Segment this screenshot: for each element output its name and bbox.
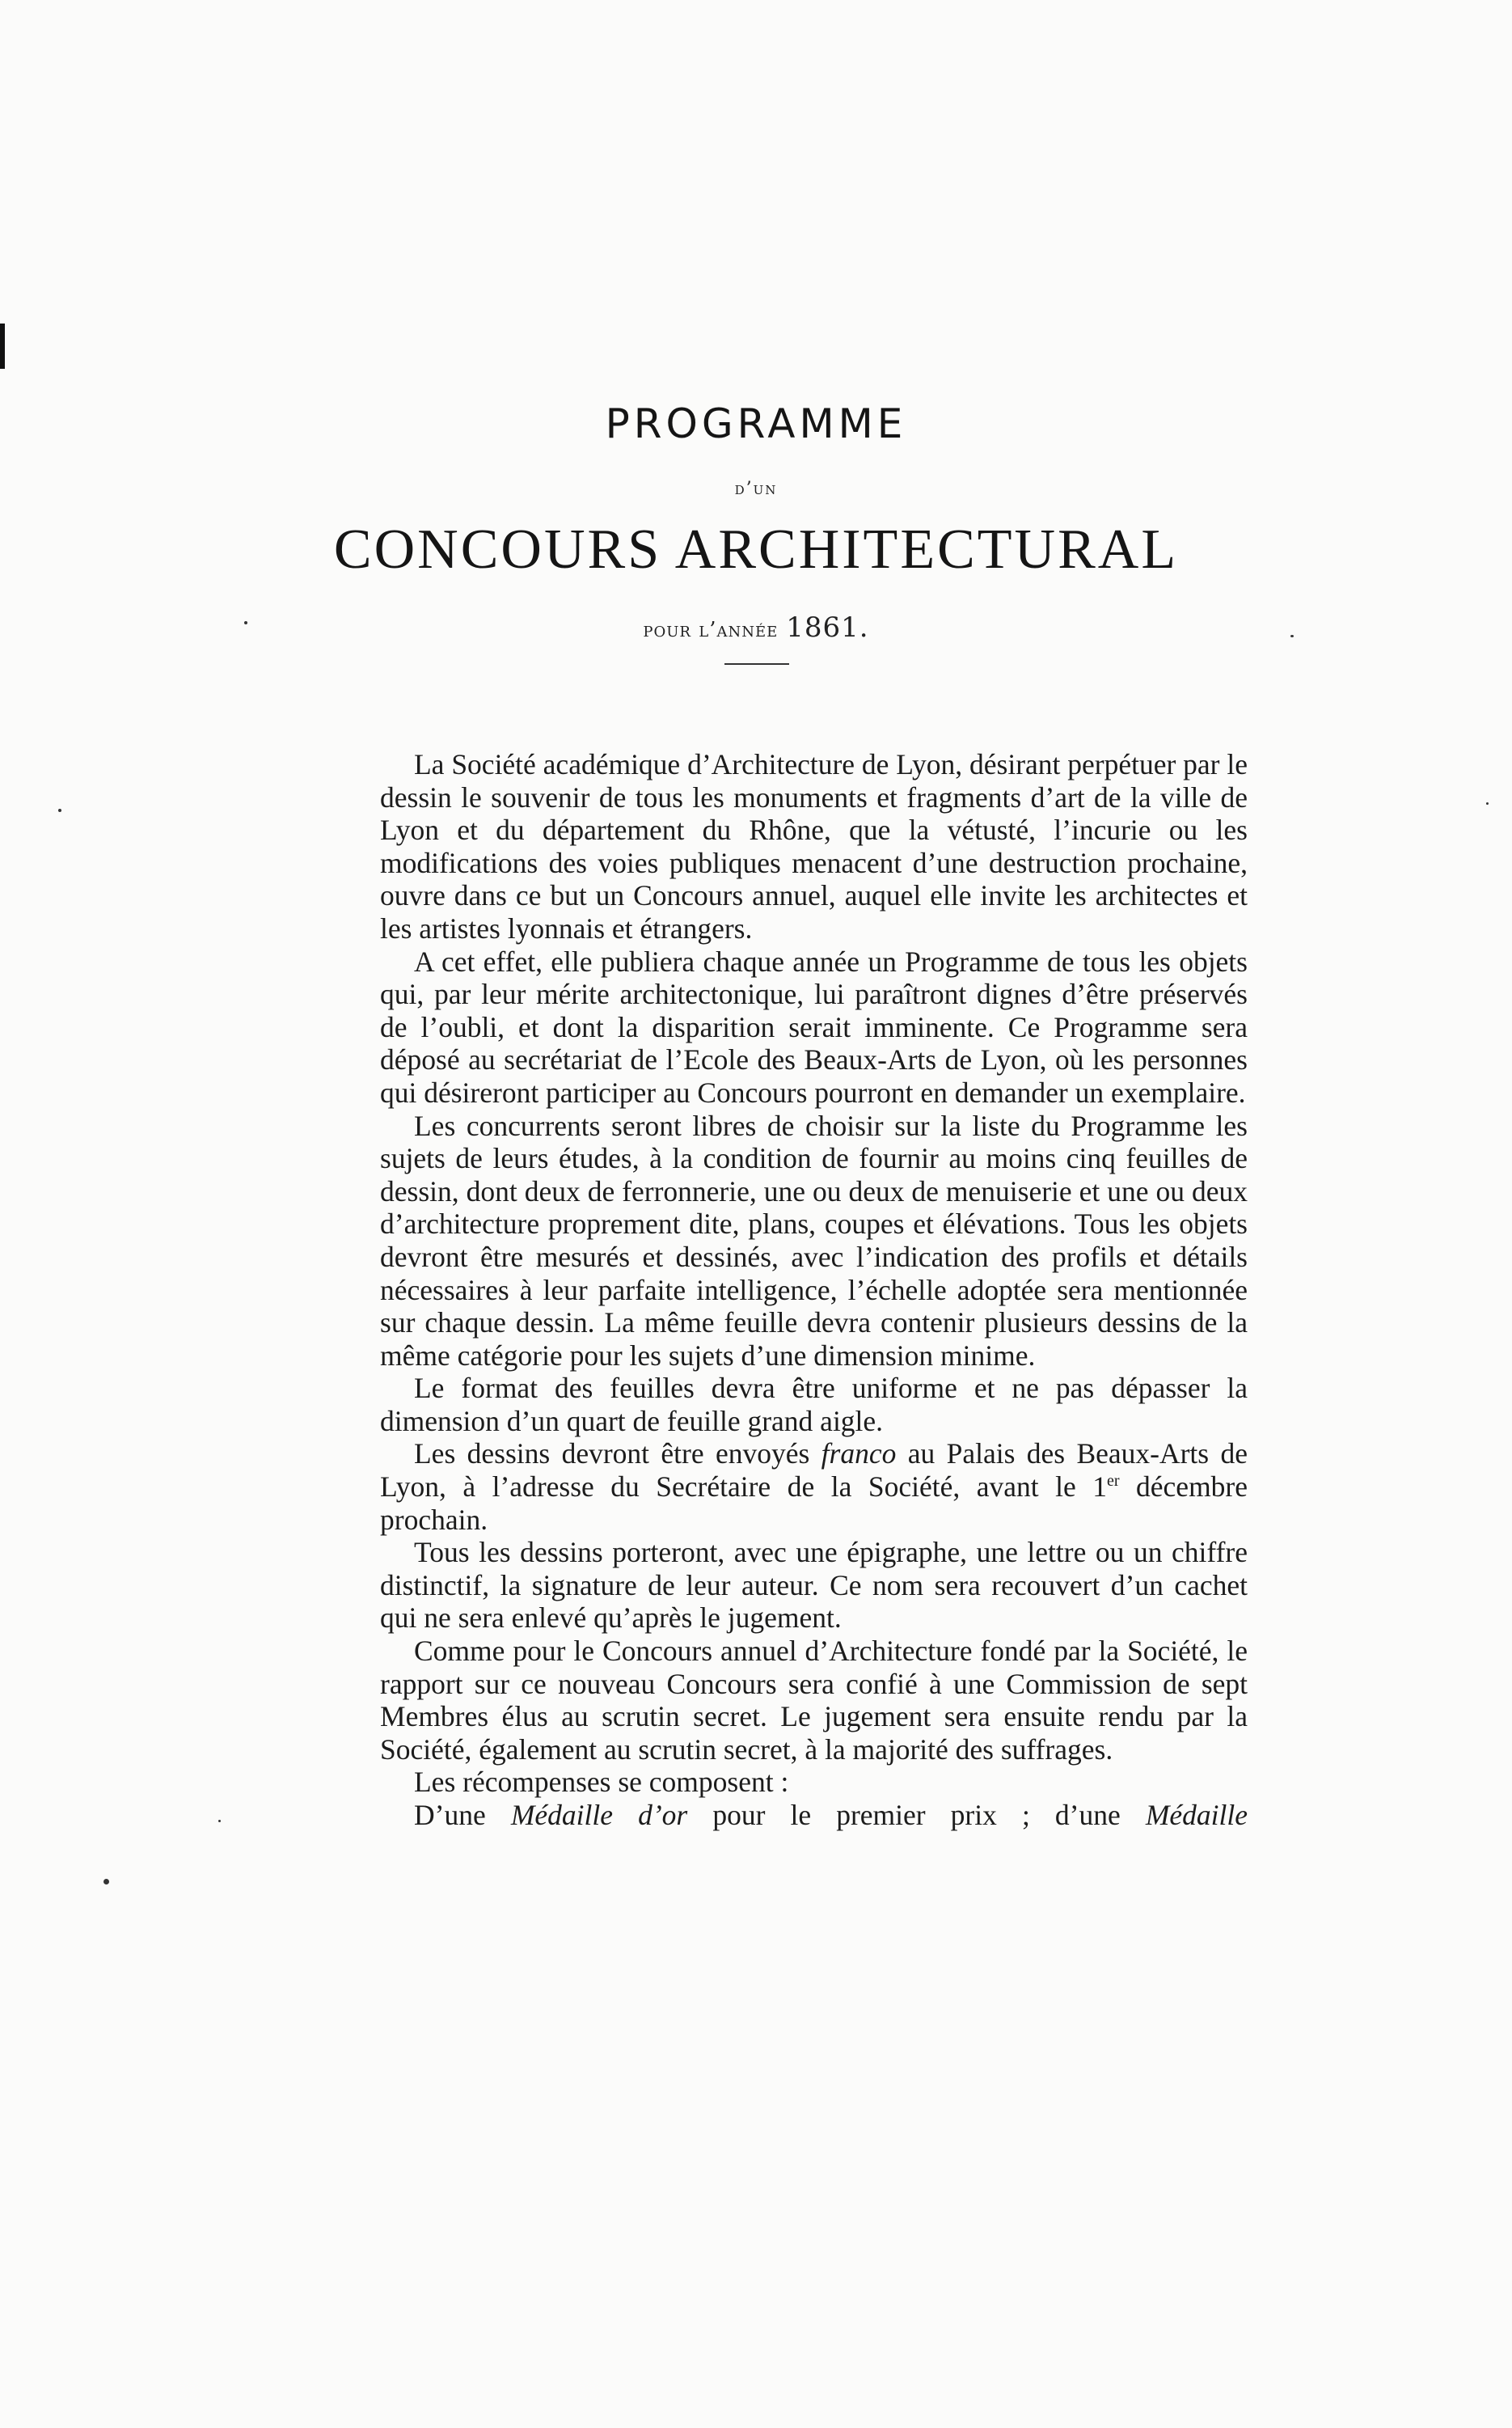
title-rule — [724, 663, 789, 665]
page-title: PROGRAMME — [605, 400, 907, 447]
year-line — [0, 611, 1512, 644]
scan-speck — [103, 1879, 109, 1884]
year-value: 1861. — [786, 611, 869, 644]
p9-italic-2: Médaille — [1145, 1799, 1248, 1831]
subtitle-prefix: d’un — [734, 479, 778, 499]
paragraph-3: Les concurrents seront libres de choisir sur la liste du Programme les sujets de leurs études, à la condition de fournir au moins cinq feuilles de dessin, dont deux de ferronnerie, une ou deux de menuiserie et une ou deux d’architecture proprement dite, plans, coupes et élévations. Tous les objets devront être mesurés et dessinés, avec l’indication des profils et détails nécessaires à leur parfaite intelligence, l’échelle adoptée sera mentionnée sur chaque dessin. La même feuille devra contenir plusieurs dessins de la même catégorie pour les sujets d’une dimension minime. — [380, 1109, 1248, 1372]
paragraph-9 — [380, 1799, 1248, 1832]
p5-middle: au Palais des Beaux-Arts de Lyon, à l’adresse du Secrétaire de la Société, avant le — [380, 1437, 1248, 1504]
paragraph-4: Le format des feuilles devra être uniforme et ne pas dépasser la dimension d’un quart de feuille grand aigle. — [380, 1372, 1248, 1437]
paragraph-5 — [380, 1437, 1248, 1536]
p5-before: Les dessins devront être envoyés — [414, 1437, 810, 1470]
p9-start: D’une — [414, 1799, 486, 1831]
paragraph-8: Les récompenses se composent : — [414, 1766, 789, 1799]
paragraph-1: La Société académique d’Architecture de Lyon, désirant perpétuer par le dessin le souvenir de tous les monuments et fragments d’art de la ville de Lyon et du département du Rhône, que la vétusté, l’incurie ou les modifications des voies publiques menacent d’une destruction prochaine, ouvre dans ce but un Concours annuel, auquel elle invite les architectes et les artistes lyonnais et étrangers. — [380, 748, 1248, 945]
p5-ordinal: 1 — [1092, 1470, 1107, 1504]
scan-speck — [1486, 802, 1489, 805]
year-label: pour l’année — [643, 618, 779, 642]
p9-italic-1: Médaille d’or — [510, 1799, 688, 1831]
paragraph-2: A cet effet, elle publiera chaque année un Programme de tous les objets qui, par leur mérite architectonique, lui paraîtront dignes d’être préservés de l’oubli, et dont la disparition serait imminente. Ce Programme sera déposé au secrétariat de l’Ecole des Beaux-Arts de Lyon, où les personnes qui désireront participer au Concours pourront en demander un exemplaire. — [380, 945, 1248, 1109]
scan-speck — [58, 809, 61, 812]
p5-sup: er — [1106, 1472, 1120, 1491]
paragraph-7: Comme pour le Concours annuel d’Architecture fondé par la Société, le rapport sur ce nouveau Concours sera confié à une Commission de sept Membres élus au scrutin secret. Le jugement sera ensuite rendu par la Société, également au scrutin secret, à la majorité des suffrages. — [380, 1635, 1248, 1766]
p9-middle: pour le premier prix ; d’une — [712, 1799, 1121, 1831]
scan-speck — [218, 1820, 221, 1822]
paragraph-6: Tous les dessins porteront, avec une épigraphe, une lettre ou un chiffre distinctif, la signature de leur auteur. Ce nom sera recouvert d’un cachet qui ne sera enlevé qu’après le jugement. — [380, 1536, 1248, 1635]
scan-edge-mark — [0, 324, 5, 369]
body-text — [380, 748, 1248, 1832]
p5-after: décembre prochain. — [380, 1470, 1248, 1536]
p5-italic: franco — [821, 1437, 897, 1470]
subtitle: CONCOURS ARCHITECTURAL — [333, 518, 1179, 581]
